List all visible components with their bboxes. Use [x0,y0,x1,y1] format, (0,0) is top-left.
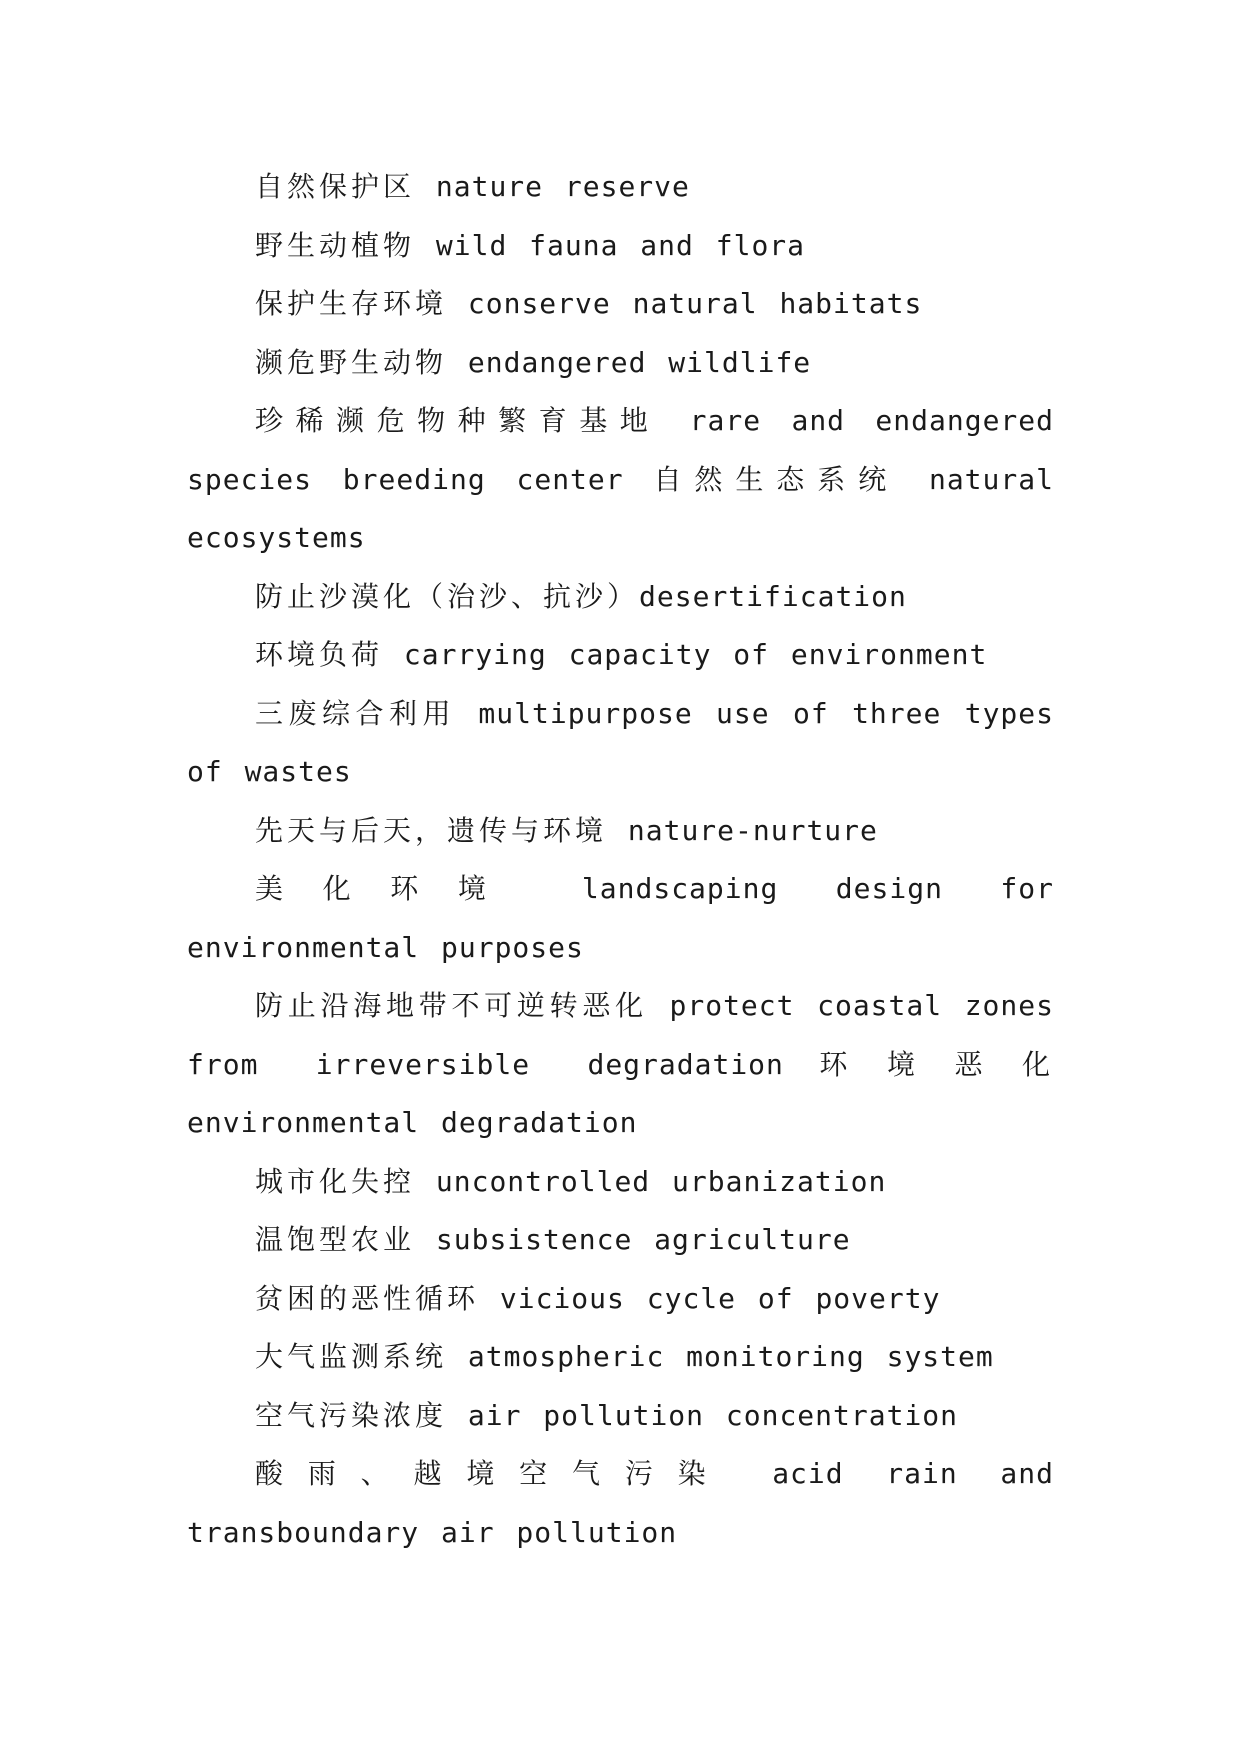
entry-acid-rain [187,1445,1054,1562]
term-en: air pollution concentration [467,1398,959,1432]
entry-nature-reserve [187,158,1054,217]
entry-carrying-capacity [187,626,1054,685]
term-zh: 野生动植物 [255,228,416,262]
term-zh: 自然保护区 [255,170,416,203]
term-en: protect coastal zones from irreversible degradation [187,989,1054,1081]
term-zh: 温饱型农业 [255,1223,416,1256]
term-en: endangered wildlife [467,345,812,379]
term-zh-2: 自然生态系统 [653,462,900,496]
term-zh: 珍稀濒危物种繁育基地 [255,404,661,437]
term-zh: 濒危野生动物 [255,345,448,379]
entry-breeding-center [187,392,1054,568]
document-page [187,158,1054,1562]
term-en: nature reserve [435,170,690,203]
entry-poverty-cycle [187,1270,1054,1329]
term-zh: 防止沙漠化（治沙、抗沙） [255,579,640,613]
term-en-2: environmental degradation [187,1106,638,1139]
term-en: carrying capacity of environment [403,638,988,671]
term-en: vicious cycle of poverty [499,1281,941,1315]
entry-landscaping [187,860,1054,977]
term-en: subsistence agriculture [435,1223,851,1256]
term-zh: 空气污染浓度 [255,1398,448,1432]
entry-nature-nurture [187,802,1054,861]
term-zh: 防止沿海地带不可逆转恶化 [255,989,648,1022]
entry-atmospheric-monitoring [187,1328,1054,1387]
term-zh: 大气监测系统 [255,1340,448,1373]
term-zh: 先天与后天，遗传与环境 [255,813,608,847]
entry-urbanization [187,1153,1054,1212]
term-en: nature-nurture [627,813,878,847]
entry-endangered-wildlife [187,334,1054,393]
term-zh: 三废综合利用 [255,696,457,730]
term-zh: 酸雨、越境空气污染 [255,1457,731,1490]
term-zh: 环境负荷 [255,638,384,671]
entry-pollution-concentration [187,1387,1054,1446]
term-zh: 保护生存环境 [255,287,448,320]
term-zh: 美化环境 [255,872,526,905]
term-en: conserve natural habitats [467,287,923,320]
entry-conserve-habitats [187,275,1054,334]
term-en: desertification [639,579,907,613]
entry-desertification [187,568,1054,627]
entry-wild-fauna [187,217,1054,276]
term-en: acid rain and transboundary air pollution [187,1457,1054,1549]
entry-subsistence-agriculture [187,1211,1054,1270]
term-en: wild fauna and flora [435,228,806,262]
term-en: landscaping design for environmental purposes [187,872,1054,964]
term-en: atmospheric monitoring system [467,1340,994,1373]
term-en: rare and endangered species breeding center [187,404,1054,496]
term-zh: 贫困的恶性循环 [255,1281,480,1315]
entry-three-wastes [187,685,1054,802]
term-zh-2: 环境恶化 [783,1047,1054,1081]
entry-coastal-zones [187,977,1054,1153]
term-zh: 城市化失控 [255,1164,416,1198]
term-en: uncontrolled urbanization [435,1164,887,1198]
term-en: multipurpose use of three types of wastes [187,696,1054,788]
term-en-2: natural ecosystems [187,462,1054,554]
